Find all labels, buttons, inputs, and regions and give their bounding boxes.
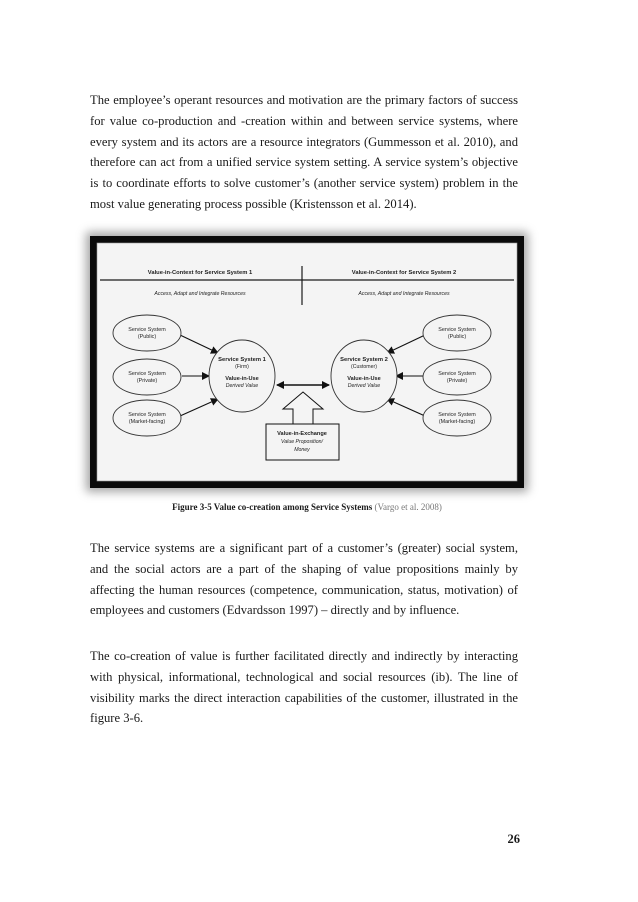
page-number: 26 [507,832,520,846]
service-system-1-sub: (Firm) [235,364,249,370]
right-context-subheader: Access, Adapt and Integrate Resources [358,291,450,297]
left-node-private-line1: Service System [128,371,166,377]
left-node-public [113,315,181,351]
service-system-1-derived: Derived Value [225,383,259,389]
right-node-market-line1: Service System [438,412,476,418]
value-exchange-line2: Value Proposition/ [281,439,323,445]
service-system-2-title: Service System 2 [340,357,388,363]
right-context-header: Value-in-Context for Service System 2 [351,270,457,276]
left-node-public-line1: Service System [128,327,166,333]
service-system-2-sub: (Customer) [351,364,377,370]
left-node-private-line2: (Private) [136,378,158,384]
right-node-private [423,359,491,395]
left-node-market-line1: Service System [128,412,166,418]
right-node-private-line1: Service System [438,371,476,377]
body-paragraph-1: The employee’s operant resources and motivation are the primary factors of success for value co-production and -creation within and between service systems, where every system and its actors are a resource integrators (Gummesson et al. 2010), and therefore can act from a unified service system setting. A service system’s objective is to coordinate efforts to solve customer’s (another service system) problem in the most value generating process possible (Kristensson et al. 2014). [90,93,518,211]
service-system-2-value: Value-in-Use [347,376,381,382]
right-node-public-line1: Service System [438,327,476,333]
left-context-header: Value-in-Context for Service System 1 [147,270,253,276]
body-paragraph-2: The service systems are a significant part of a customer’s (greater) social system, and the social actors are a part of the shaping of value propositions mainly by affecting the human resources (competence, communication, status, motivation) of employees and customers (Edvardsson 1997) – directly and by influence. [90,541,518,618]
figure-value-cocreation [90,236,524,488]
figure-caption [90,502,524,512]
service-system-1-value: Value-in-Use [225,376,259,382]
left-node-market-line2: (Market-facing) [128,419,166,425]
left-node-market [113,400,181,436]
left-context-subheader: Access, Adapt and Integrate Resources [154,291,246,297]
right-node-market [423,400,491,436]
right-node-market-line2: (Market-facing) [438,419,476,425]
service-system-2-derived: Derived Value [347,383,381,389]
left-node-private [113,359,181,395]
right-node-private-line2: (Private) [446,378,468,384]
caption-label: Figure 3-5 Value co-creation among Service Systems [172,502,373,512]
figure-diagram [90,236,524,488]
value-exchange-line3: Money [294,447,310,453]
value-exchange-title: Value-in-Exchange [277,431,327,437]
body-paragraph-3: The co-creation of value is further facilitated directly and indirectly by interacting with physical, informational, technological and social resources (ib). The line of visibility marks the direct interaction capabilities of the customer, illustrated in the figure 3-6. [90,649,518,726]
right-node-public-line2: (Public) [447,334,467,340]
service-system-1-title: Service System 1 [218,357,266,363]
right-node-public [423,315,491,351]
left-node-public-line2: (Public) [137,334,157,340]
caption-source: (Vargo et al. 2008) [374,502,442,512]
